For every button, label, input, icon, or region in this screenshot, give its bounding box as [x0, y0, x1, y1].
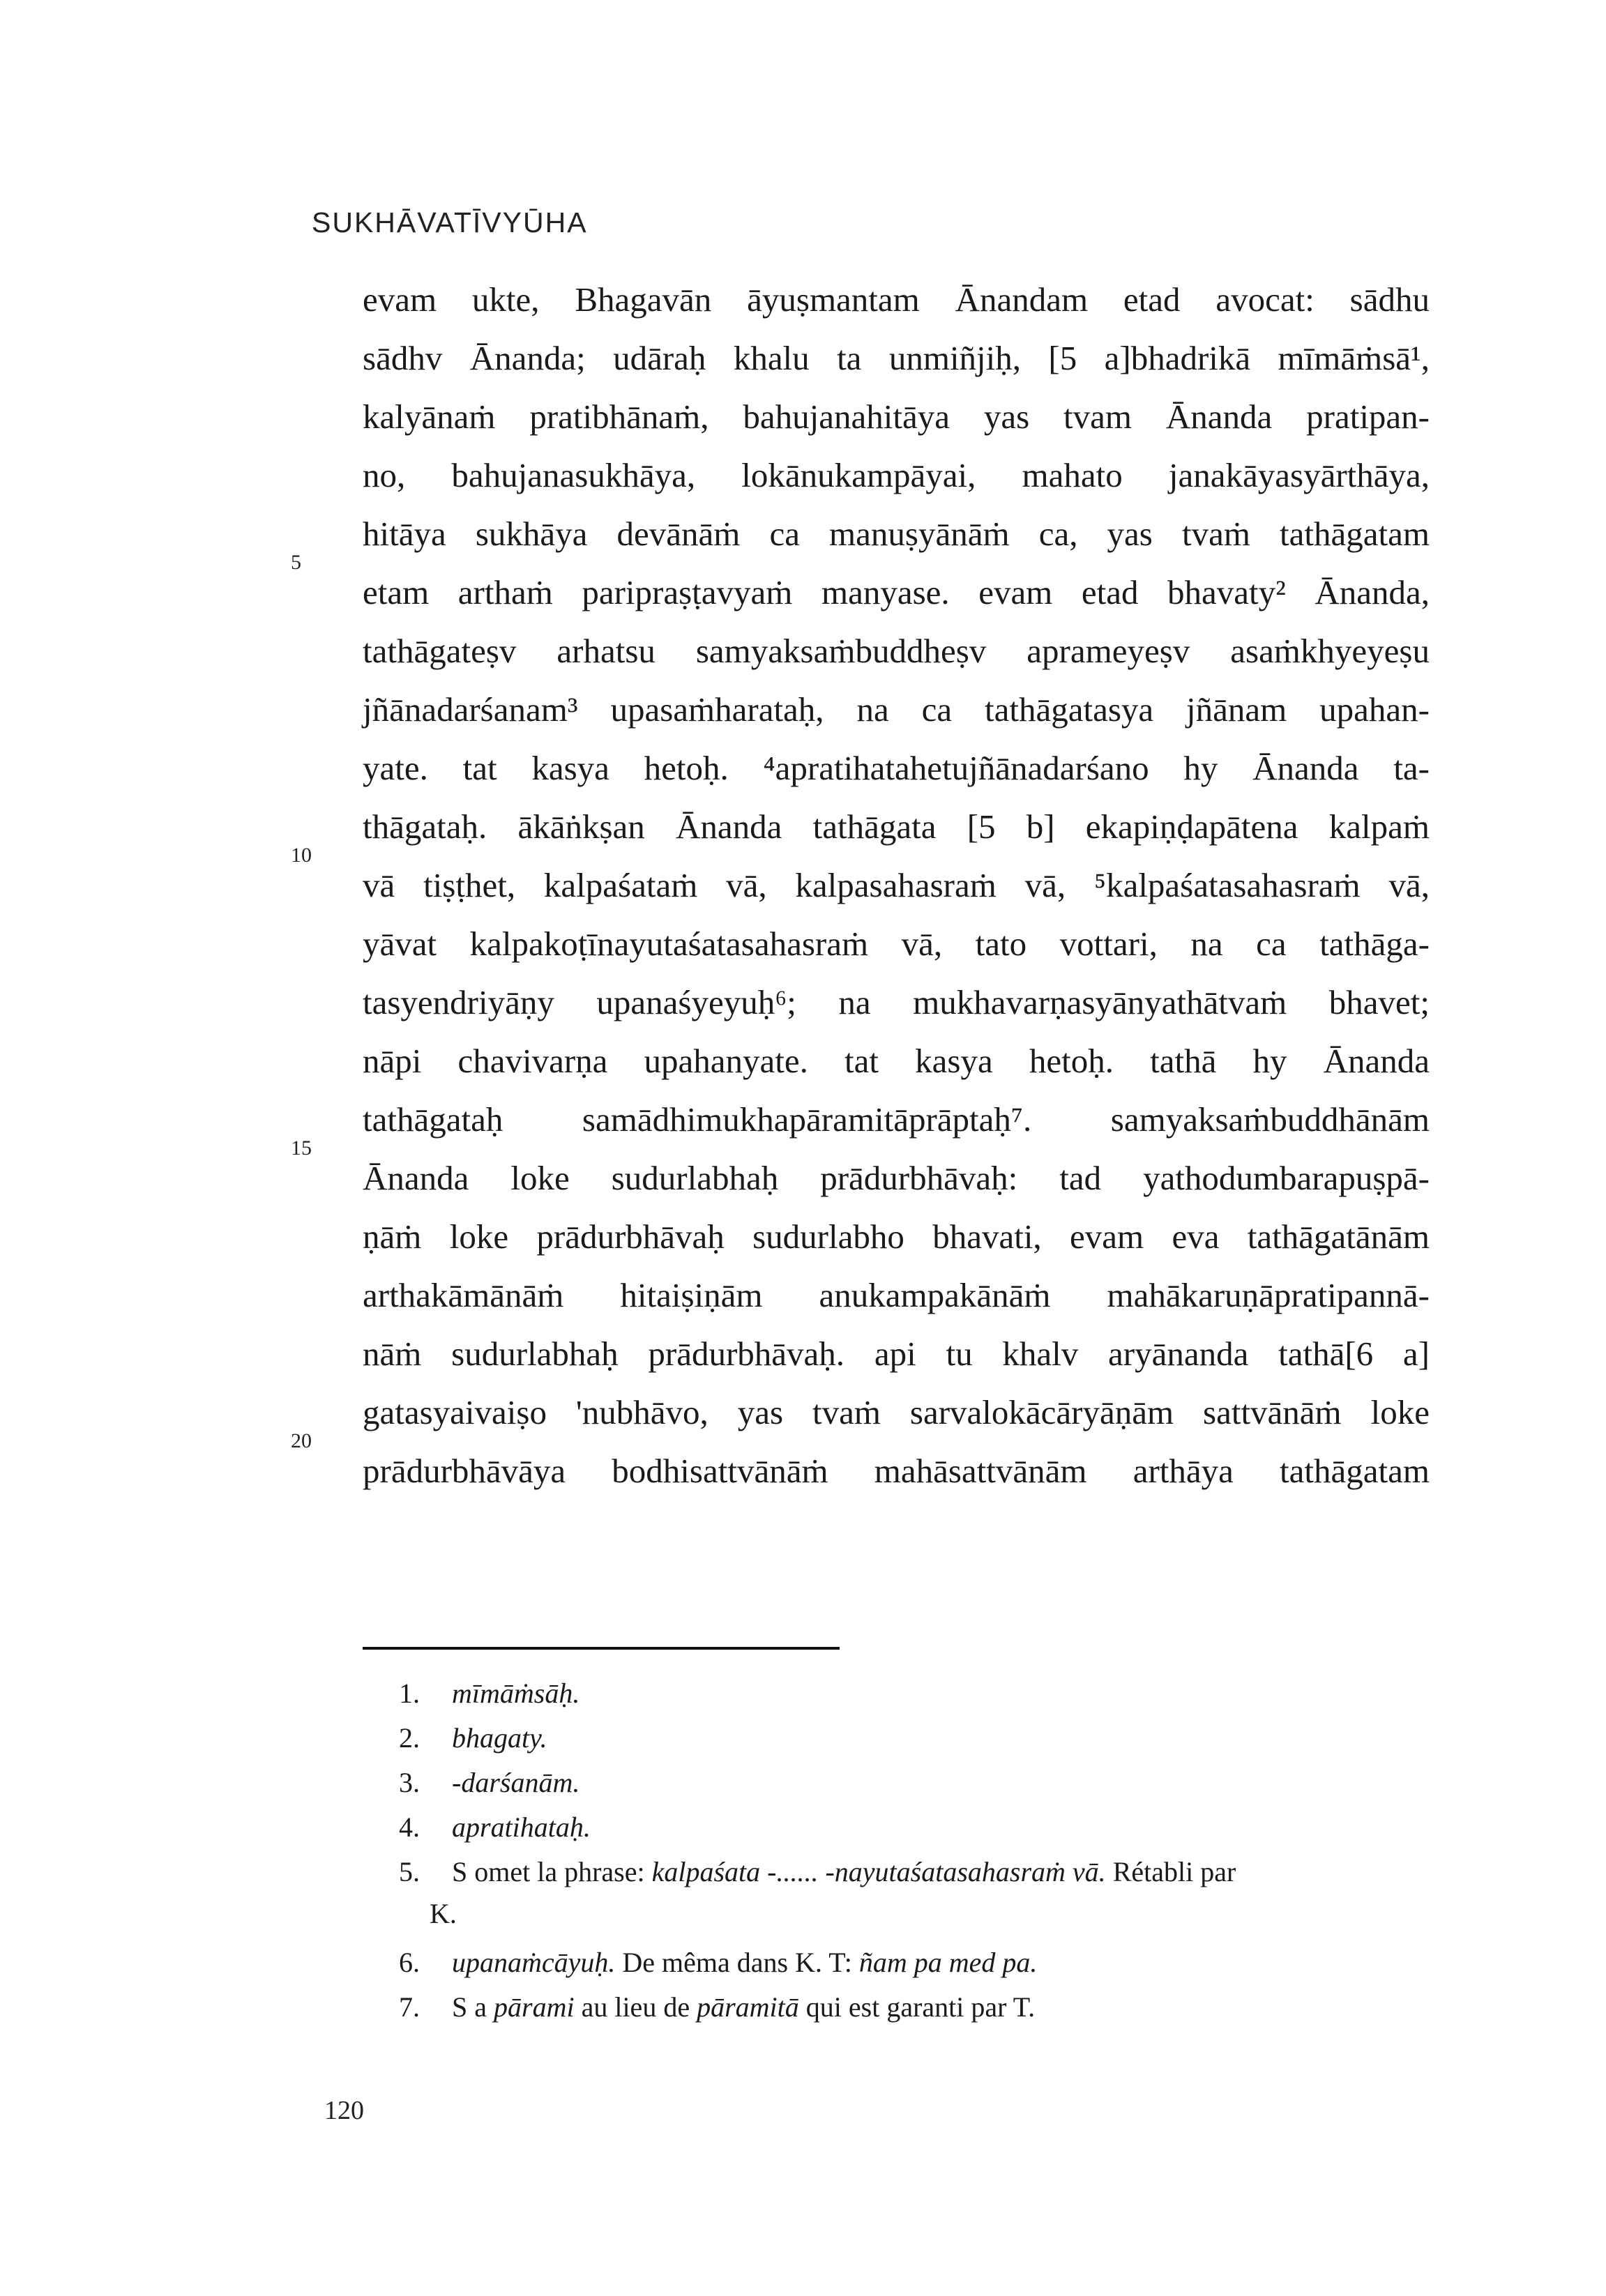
footnote-rule [363, 1647, 840, 1650]
footnote-italic: -darśanām. [452, 1767, 580, 1798]
text-line: prādurbhāvāya bodhisattvānāṁ mahāsattvānām arthāya tathāgatam [363, 1452, 1430, 1490]
footnote-italic: pārami [494, 1991, 575, 2023]
text-line: ṇāṁ loke prādurbhāvaḥ sudurlabho bhavati, evam eva tathāgatānām [363, 1217, 1430, 1256]
text-line: arthakāmānāṁ hitaiṣiṇām anukampakānāṁ mahākaruṇāpratipannā- [363, 1276, 1430, 1314]
line-number: 15 [291, 1136, 312, 1160]
footnote-italic: pāramitā [697, 1991, 799, 2023]
footnote-text: S a [452, 1991, 494, 2023]
text-line: jñānadarśanam³ upasaṁharataḥ, na ca tathāgatasya jñānam upahan- [363, 690, 1430, 729]
footnote-italic: ñam pa med pa. [858, 1947, 1038, 1978]
text-line: etam arthaṁ paripraṣṭavyaṁ manyase. evam etad bhavaty² Ānanda, [363, 573, 1430, 611]
line-number: 20 [291, 1429, 312, 1452]
text-line: nāpi chavivarṇa upahanyate. tat kasya hetoḥ. tathā hy Ānanda [363, 1042, 1430, 1080]
footnote-italic: apratihataḥ. [452, 1811, 591, 1843]
footnote-italic: bhagaty. [452, 1722, 547, 1754]
footnote-continuation [430, 1894, 1462, 1934]
text-line: gatasyaivaiṣo 'nubhāvo, yas tvaṁ sarvalokācāryāṇām sattvānāṁ loke [363, 1393, 1430, 1431]
text-line: kalyānaṁ pratibhānaṁ, bahujanahitāya yas tvam Ānanda pratipan- [363, 397, 1430, 436]
text-line: hitāya sukhāya devānāṁ ca manuṣyānāṁ ca, yas tvaṁ tathāgatam [363, 515, 1430, 553]
text-line: tathāgataḥ samādhimukhapāramitāprāptaḥ⁷. samyaksaṁbuddhānām [363, 1100, 1430, 1139]
footnote [399, 1807, 1431, 1848]
footnote [399, 1987, 1431, 2028]
text-line: evam ukte, Bhagavān āyuṣmantam Ānandam etad avocat: sādhu [363, 280, 1430, 319]
footnote-text: K. [430, 1898, 457, 1929]
footnote [399, 1852, 1431, 1892]
footnote-number: 7. [399, 1991, 420, 2023]
footnote-text: Rétabli par [1105, 1856, 1236, 1887]
footnote-number: 3. [399, 1767, 420, 1798]
footnote-number: 5. [399, 1856, 420, 1887]
text-line: thāgataḥ. ākāṅkṣan Ānanda tathāgata [5 b] ekapiṇḍapātena kalpaṁ [363, 807, 1430, 846]
text-line: yate. tat kasya hetoḥ. ⁴apratihatahetujñānadarśano hy Ānanda ta- [363, 749, 1430, 787]
footnote-text: De mêma dans K. T: [615, 1947, 859, 1978]
text-line: vā tiṣṭhet, kalpaśataṁ vā, kalpasahasraṁ vā, ⁵kalpaśatasahasraṁ vā, [363, 866, 1430, 904]
footnote [399, 1673, 1431, 1714]
running-head: SUKHĀVATĪVYŪHA [312, 206, 588, 238]
footnote-number: 4. [399, 1811, 420, 1843]
footnote-italic: upanaṁcāyuḥ. [452, 1947, 616, 1978]
text-line: yāvat kalpakoṭīnayutaśatasahasraṁ vā, tato vottari, na ca tathāga- [363, 925, 1430, 963]
footnote-italic: mīmāṁsāḥ. [452, 1678, 580, 1709]
footnote-number: 2. [399, 1722, 420, 1754]
page-number: 120 [324, 2096, 364, 2125]
text-line: tathāgateṣv arhatsu samyaksaṁbuddheṣv aprameyeṣv asaṁkhyeyeṣu [363, 632, 1430, 670]
footnote-text: S omet la phrase: [452, 1856, 652, 1887]
line-number: 5 [291, 551, 301, 574]
footnote [399, 1718, 1431, 1758]
text-line: no, bahujanasukhāya, lokānukampāyai, mahato janakāyasyārthāya, [363, 456, 1430, 494]
footnote-italic: kalpaśata -...... -nayutaśatasahasraṁ vā. [651, 1856, 1106, 1887]
footnote [399, 1763, 1431, 1803]
text-line: sādhv Ānanda; udāraḥ khalu ta unmiñjiḥ, [5 a]bhadrikā mīmāṁsā¹, [363, 339, 1430, 377]
footnote-number: 1. [399, 1678, 420, 1709]
footnote-text: qui est garanti par T. [798, 1991, 1036, 2023]
footnote [399, 1943, 1431, 1983]
text-line: tasyendriyāṇy upanaśyeyuḥ⁶; na mukhavarṇasyānyathātvaṁ bhavet; [363, 983, 1430, 1021]
text-line: Ānanda loke sudurlabhaḥ prādurbhāvaḥ: tad yathodumbarapuṣpā- [363, 1159, 1430, 1197]
footnote-text: au lieu de [574, 1991, 697, 2023]
text-line: nāṁ sudurlabhaḥ prādurbhāvaḥ. api tu khalv aryānanda tathā[6 a] [363, 1335, 1430, 1373]
line-number: 10 [291, 844, 312, 867]
footnote-number: 6. [399, 1947, 420, 1978]
